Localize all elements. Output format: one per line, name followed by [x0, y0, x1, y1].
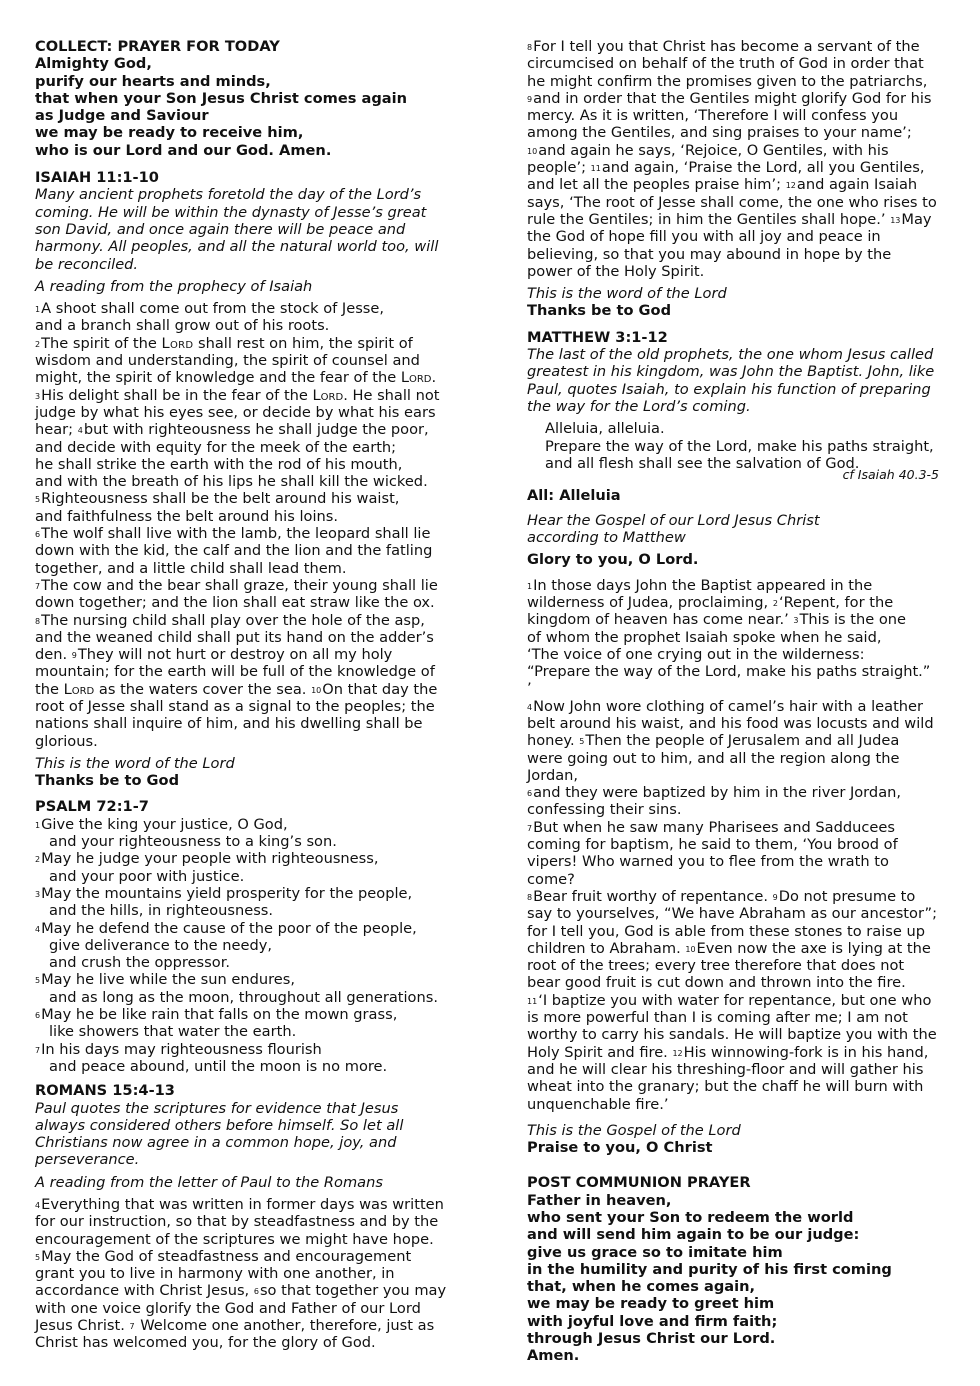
psalm-line: and your righteousness to a king’s son.: [49, 833, 337, 851]
collect-line: Almighty God,: [35, 55, 152, 73]
psalm-line: May he defend the cause of the poor of the people,: [41, 919, 417, 937]
acclamation-line: and all flesh shall see the salvation of God.: [545, 454, 860, 472]
verse-text: ‘The voice of one crying out in the wilderness:: [527, 645, 865, 663]
isaiah-response: Thanks be to God: [35, 772, 180, 790]
gospel-announcement-2: according to Matthew: [527, 529, 686, 547]
verse-number: 2: [772, 598, 778, 608]
verse-text: Righteousness shall be the belt around his waist,: [41, 490, 400, 508]
verse-text: In those days John the Baptist appeared in the wilderness of Judea, proclaiming,: [527, 576, 873, 611]
verse-number: 4: [527, 702, 533, 712]
post-communion-section: [527, 1174, 939, 1364]
collect-line: purify our hearts and minds,: [35, 72, 271, 90]
post-communion-prayer: [527, 1192, 939, 1365]
verse-text: and again he says, ‘Rejoice, O Gentiles, with his people’;: [527, 141, 889, 177]
collect-prayer: [35, 55, 447, 159]
verse-text: of whom the prophet Isaiah spoke when he said,: [527, 628, 882, 646]
lord-smallcaps: Lord: [161, 334, 194, 352]
acclamation-line: Prepare the way of the Lord, make his paths straight,: [545, 437, 934, 455]
verse-number: 6: [253, 1287, 259, 1297]
prayer-line: that, when he comes again,: [527, 1278, 756, 1296]
isaiah-text: $^1$A shoot shall come out from the stock of Jesse, and a branch shall grow out of his roots. $^2$The spirit of the Lord shall rest on him, the spirit of wisdom and understanding, the spirit of counsel and might, the spirit of knowledge and the fear of the Lord. $^3$His delight shall be in the fear of the Lord. He shall not judge by what his eyes see, or decide by what his ears hear; $^4$but with righteousness he shall judge the poor, and decide with equity for the meek of the earth; he shall strike the earth with the rod of his mouth, and with the breath of his lips he shall kill the wicked. $^5$Righteousness shall be the belt around his waist, and faithfulness the belt around his loins. $^6$The wolf shall live with the lamb, the leopard shall lie down with the kid, the calf and the lion and the fatling together, and a little child shall lead them. $^7$The cow and the bear shall graze, their young shall lie down together; and the lion shall eat straw like the ox. $^8$The nursing child shall play over the hole of the asp, and the weaned child shall put its hand on the adder’s den. $^9$They will not hurt or destroy on all my holy mountain; for the earth will be full of the knowledge of the Lord as the waters cover the sea. $^{10}$On that day the root of Jesse shall stand as a signal to the peoples; the nations shall inquire of him, and his dwelling shall be glorious.: [35, 300, 447, 750]
verse-number: 5: [579, 737, 585, 747]
prayer-line: we may be ready to greet him: [527, 1295, 775, 1313]
verse-text: Even now the axe is lying at the root of the trees; every tree therefore that does not bear good fruit is cut down and thrown into the fire.: [527, 939, 931, 992]
verse-number: 8: [35, 616, 41, 626]
post-communion-heading: POST COMMUNION PRAYER: [527, 1174, 751, 1192]
isaiah-heading: ISAIAH 11:1-10: [35, 169, 159, 187]
verse-text: A shoot shall come out from the stock of Jesse,: [41, 300, 385, 318]
lord-smallcaps: Lord: [400, 369, 432, 387]
psalm-line: and crush the oppressor.: [49, 954, 230, 972]
verse-number: 5: [35, 976, 41, 986]
isaiah-ending: This is the word of the Lord: [35, 754, 235, 772]
verse-text: “Prepare the way of the Lord, make his paths straight.” ’: [527, 663, 931, 698]
verse-number: 3: [35, 391, 41, 401]
verse-text: and a branch shall grow out of his roots.: [35, 317, 330, 335]
verse-number: 1: [35, 820, 41, 830]
verse-text: Then the people of Jerusalem and all Judea were going out to him, and all the region along the Jordan,: [527, 732, 900, 784]
verse-text: and faithfulness the belt around his loins.: [35, 507, 338, 525]
verse-number: 7: [527, 823, 533, 833]
psalm-heading: PSALM 72:1-7: [35, 798, 149, 816]
right-column: [527, 38, 939, 1365]
gospel-acclamation: [527, 420, 939, 472]
romans-intro: Paul quotes the scriptures for evidence that Jesus always considered others before himself. So let all Christians now agree in a common hope, joy, and perseverance.: [35, 1099, 404, 1169]
romans-text-right: [527, 38, 939, 280]
romans-announcement: A reading from the letter of Paul to the Romans: [35, 1173, 383, 1191]
verse-number: 2: [35, 855, 41, 865]
matthew-heading: MATTHEW 3:1-12: [527, 328, 668, 346]
acclamation-line: Alleluia, alleluia.: [545, 420, 665, 438]
verse-number: 10: [311, 685, 322, 695]
verse-text: ‘I baptize you with water for repentance, but one who is more powerful than I is coming after me; I am not worthy to carry his sandals. He will baptize you with the Holy Spirit and fire.: [527, 991, 937, 1061]
prayer-line: Amen.: [527, 1347, 580, 1365]
psalm-line: May he live while the sun endures,: [41, 971, 296, 989]
verse-text: and again Isaiah says, ‘The root of Jesse shall come, the one who rises to rule the Gentiles; in him the Gentiles shall hope.’: [527, 176, 937, 228]
verse-text: as the waters cover the sea.: [94, 680, 312, 698]
lord-smallcaps: Lord: [63, 680, 95, 698]
verse-number: 8: [527, 892, 533, 902]
verse-text: Welcome one another, therefore, just as Christ has welcomed you, for the glory of God.: [35, 1317, 435, 1352]
verse-number: 5: [35, 1252, 41, 1262]
prayer-line: give us grace so to imitate him: [527, 1243, 783, 1261]
verse-number: 13: [890, 215, 901, 225]
verse-text: Now John wore clothing of camel’s hair with a leather belt around his waist, and his food was locusts and wild honey.: [527, 697, 934, 750]
psalm-line: May the mountains yield prosperity for the people,: [41, 884, 413, 902]
all-alleluia: All: Alleluia: [527, 487, 621, 505]
verse-text: and again, ‘Praise the Lord, all you Gentiles, and let all the peoples praise him’;: [527, 159, 925, 194]
isaiah-intro: Many ancient prophets foretold the day of the Lord’s coming. He will be within the dynasty of Jesse’s great son David, and once again there will be peace and harmony. All peoples, and all the natural world too, will be reconciled.: [35, 186, 439, 273]
verse-text: Everything that was written in former days was written for our instruction, so that by steadfastness and by the encouragement of the scriptures we might have hope.: [35, 1196, 444, 1248]
verse-number: 9: [772, 892, 778, 902]
verse-text: For I tell you that Christ has become a servant of the circumcised on behalf of the truth of God in order that he might confirm the promises given to the patriarchs,: [527, 38, 928, 90]
verse-text: Bear fruit worthy of repentance.: [533, 887, 773, 905]
verse-text: His winnowing-fork is in his hand, and he will clear his threshing-floor and will gather his wheat into the granary; but the chaff he will burn with unquenchable fire.’: [527, 1043, 929, 1113]
prayer-line: in the humility and purity of his first coming: [527, 1260, 892, 1278]
verse-number: 7: [35, 1045, 41, 1055]
isaiah-announcement: A reading from the prophecy of Isaiah: [35, 277, 313, 295]
verse-text: The nursing child shall play over the hole of the asp, and the weaned child shall put its hand on the adder’s den.: [35, 611, 434, 664]
psalm-text: [35, 816, 447, 1075]
matthew-intro: The last of the old prophets, the one whom Jesus called greatest in his kingdom, was John the Baptist. John, like Paul, quotes Isaiah, to explain his function of preparing the way for the Lord’s coming.: [527, 346, 935, 415]
psalm-line: like showers that water the earth.: [49, 1023, 297, 1041]
psalm-line: and the hills, in righteousness.: [49, 902, 274, 920]
verse-number: 5: [35, 495, 41, 505]
verse-text: and in order that the Gentiles might glorify God for his mercy. As it is written, ‘Therefore I will confess you among the Gentiles, and sing praises to your name’;: [527, 89, 932, 142]
verse-text: His delight shall be in the fear of the: [41, 386, 313, 404]
verse-text: he shall strike the earth with the rod of his mouth,: [35, 455, 403, 473]
psalm-line: Give the king your justice, O God,: [41, 815, 288, 833]
left-column: [35, 38, 447, 1352]
verse-number: 12: [785, 181, 796, 191]
prayer-line: through Jesus Christ our Lord.: [527, 1330, 776, 1348]
lord-smallcaps: Lord: [312, 386, 344, 404]
verse-text: On that day the root of Jesse shall stand as a signal to the peoples; the nations shall inquire of him, and his dwelling shall be glorious.: [35, 680, 438, 750]
psalm-line: and peace abound, until the moon is no more.: [49, 1057, 388, 1075]
verse-number: 9: [71, 651, 77, 661]
romans-ending: This is the word of the Lord: [527, 285, 727, 303]
verse-text: so that together you may with one voice glorify the God and Father of our Lord Jesus Christ.: [35, 1282, 447, 1335]
verse-number: 10: [685, 944, 696, 954]
verse-number: 10: [527, 146, 538, 156]
matthew-text: [527, 577, 939, 1113]
verse-number: 3: [35, 889, 41, 899]
collect-heading: COLLECT: PRAYER FOR TODAY: [35, 38, 280, 55]
verse-number: 8: [527, 43, 533, 52]
verse-text: Do not presume to say to yourselves, “We have Abraham as our ancestor”; for I tell you, God is able from these stones to raise up children to Abraham.: [527, 887, 938, 957]
verse-text: and with the breath of his lips he shall kill the wicked.: [35, 473, 428, 491]
psalm-line: In his days may righteousness flourish: [41, 1040, 322, 1058]
prayer-line: and will send him again to be our judge:: [527, 1226, 860, 1244]
collect-line: that when your Son Jesus Christ comes again: [35, 89, 408, 107]
prayer-line: Father in heaven,: [527, 1191, 672, 1209]
verse-number: 6: [35, 530, 41, 540]
verse-text: The wolf shall live with the lamb, the leopard shall lie down with the kid, the calf and the lion and the fatling together, and a little child shall lead them.: [35, 525, 433, 577]
romans-heading: ROMANS 15:4-13: [35, 1082, 175, 1100]
verse-number: 11: [527, 996, 538, 1006]
verse-text: The cow and the bear shall graze, their young shall lie down together; and the lion shall eat straw like the ox.: [35, 576, 438, 612]
prayer-line: with joyful love and firm faith;: [527, 1312, 778, 1330]
verse-number: 1: [527, 581, 533, 591]
verse-number: 3: [793, 616, 799, 626]
collect-line: we may be ready to receive him,: [35, 124, 304, 142]
prayer-line: who sent your Son to redeem the world: [527, 1209, 854, 1226]
verse-number: 1: [35, 305, 41, 315]
collect-section: [35, 38, 447, 159]
psalm-line: and your poor with justice.: [49, 867, 245, 885]
verse-number: 4: [35, 924, 41, 934]
verse-number: 4: [77, 426, 83, 436]
acclamation-reference: cf Isaiah 40.3-5: [842, 467, 939, 483]
verse-text: This is the one: [799, 611, 907, 629]
verse-text: They will not hurt or destroy on all my holy mountain; for the earth will be full of the knowledge of the: [35, 646, 435, 698]
verse-text: and decide with equity for the meek of the earth;: [35, 438, 397, 456]
verse-number: 2: [35, 339, 41, 349]
verse-text: ‘Repent, for the kingdom of heaven has come near.’: [527, 593, 894, 629]
gospel-glory-response: Glory to you, O Lord.: [527, 551, 699, 569]
verse-text: but with righteousness he shall judge the poor,: [83, 421, 429, 439]
collect-line: who is our Lord and our God. Amen.: [35, 141, 332, 159]
psalm-line: May he be like rain that falls on the mown grass,: [41, 1006, 398, 1024]
verse-text: The spirit of the: [41, 334, 162, 352]
verse-number: 6: [35, 1011, 41, 1021]
romans-text-left: [35, 1196, 447, 1352]
matthew-response: Praise to you, O Christ: [527, 1139, 713, 1157]
verse-text: . He shall not judge by what his eyes see, or decide by what his ears hear;: [35, 386, 440, 439]
verse-number: 6: [527, 789, 533, 799]
gospel-announcement-1: Hear the Gospel of our Lord Jesus Christ: [527, 511, 820, 529]
verse-text: May the God of hope fill you with all joy and peace in believing, so that you may abound in hope by the power of the Holy Spirit.: [527, 210, 932, 280]
collect-line: as Judge and Saviour: [35, 107, 209, 125]
verse-text: But when he saw many Pharisees and Sadducees coming for baptism, he said to them, ‘You brood of vipers! Who warned you to flee from the wrath to come?: [527, 818, 898, 888]
verse-text: and they were baptized by him in the river Jordan, confessing their sins.: [527, 784, 902, 819]
psalm-line: and as long as the moon, throughout all generations.: [49, 988, 438, 1006]
verse-number: 7: [129, 1322, 135, 1332]
psalm-line: give deliverance to the needy,: [49, 936, 272, 954]
verse-number: 7: [35, 581, 41, 591]
verse-text: shall rest on him, the spirit of wisdom and understanding, the spirit of counsel and might, the spirit of knowledge and the fear of the: [35, 334, 420, 387]
verse-number: 9: [527, 94, 533, 104]
romans-response: Thanks be to God: [527, 302, 672, 320]
psalm-line: May he judge your people with righteousness,: [41, 850, 379, 868]
verse-text: May the God of steadfastness and encouragement grant you to live in harmony with one another, in accordance with Christ Jesus,: [35, 1247, 412, 1300]
verse-number: 12: [672, 1048, 683, 1058]
verse-number: 11: [590, 164, 601, 174]
verse-number: 4: [35, 1201, 41, 1210]
matthew-ending: This is the Gospel of the Lord: [527, 1121, 741, 1139]
